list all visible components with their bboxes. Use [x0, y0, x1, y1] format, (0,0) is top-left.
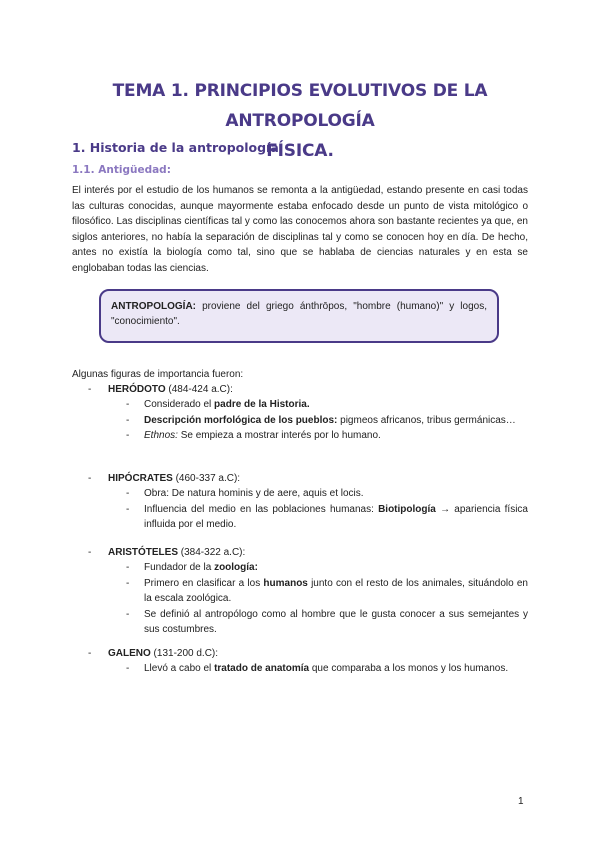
intro-paragraph: El interés por el estudio de los humanos se remonta a la antigüedad, estando presente en casi todas las culturas conocidas, aunque mayormente estaba enfocado desde un punto de vista mitológico o filosófico. Las disciplinas científicas tal y como las conocemos ahora son bastante recientes ya que, en siglos anteriores, no había la separación de disciplinas tal y como se conocen hoy en día. De hecho, antes no existía la biología como tal, sino que se hablaba de ciencias naturales y en esta se englobaban todas las ciencias. — [72, 185, 528, 274]
list-item: - Influencia del medio en las poblaciones humanas: Biotipología → apariencia física influida por el medio. — [126, 503, 528, 531]
list-item: - Fundador de la zoología: — [126, 562, 258, 573]
figure-dates: (484-424 a.C): — [165, 384, 233, 395]
list-item: - Ethnos: Se empieza a mostrar interés por lo humano. — [126, 430, 381, 442]
list-item: - Primero en clasificar a los humanos junto con el resto de los animales, situándolo en la escala zoológica. — [126, 577, 528, 605]
figure-name: HERÓDOTO — [108, 384, 166, 395]
figure-name: GALENO — [108, 648, 151, 659]
subsection-heading: 1.1. Antigüedad: — [72, 164, 171, 176]
page-number: 1 — [518, 796, 524, 807]
figure-heading — [88, 382, 528, 397]
figure-heading: - HIPÓCRATES (460-337 a.C): — [88, 473, 241, 484]
figure-galeno — [88, 646, 528, 677]
figure-dates: (460-337 a.C): — [172, 473, 241, 484]
figure-name: HIPÓCRATES — [108, 473, 173, 484]
figure-heading: - GALENO (131-200 d.C): — [88, 648, 219, 659]
callout-term: ANTROPOLOGÍA: — [111, 301, 196, 312]
figure-hipocrates — [88, 471, 528, 533]
section-heading: 1. Historia de la antropología — [72, 140, 279, 155]
list-item: - Obra: De natura hominis y de aere, aquis et locis. — [126, 488, 364, 499]
figure-dates: (384-322 a.C): — [178, 547, 246, 558]
title-line-2: FÍSICA. — [266, 141, 334, 161]
list-item: - Se definió al antropólogo como al hombre que le gusta conocer a sus semejantes y sus costumbres. — [126, 608, 528, 636]
figures-lead: Algunas figuras de importancia fueron: — [72, 369, 244, 380]
figure-herodoto — [88, 382, 528, 444]
figure-dates: (131-200 d.C): — [150, 648, 219, 659]
figure-heading: - ARISTÓTELES (384-322 a.C): — [88, 547, 246, 558]
list-item: - Llevó a cabo el tratado de anatomía que comparaba a los monos y los humanos. — [126, 663, 509, 674]
list-item: - Considerado el padre de la Historia. — [126, 399, 310, 410]
title-line-1: TEMA 1. PRINCIPIOS EVOLUTIVOS DE LA ANTROPOLOGÍA — [112, 81, 488, 131]
figure-aristoteles — [88, 545, 528, 638]
callout-text: proviene del griego ánthrōpos, "hombre (humano)" y logos, "conocimiento". — [111, 301, 487, 327]
definition-callout — [99, 289, 499, 343]
list-item: - Descripción morfológica de los pueblos: pigmeos africanos, tribus germánicas… — [126, 414, 516, 426]
list-dash: - — [88, 384, 92, 395]
figure-name: ARISTÓTELES — [108, 547, 179, 558]
